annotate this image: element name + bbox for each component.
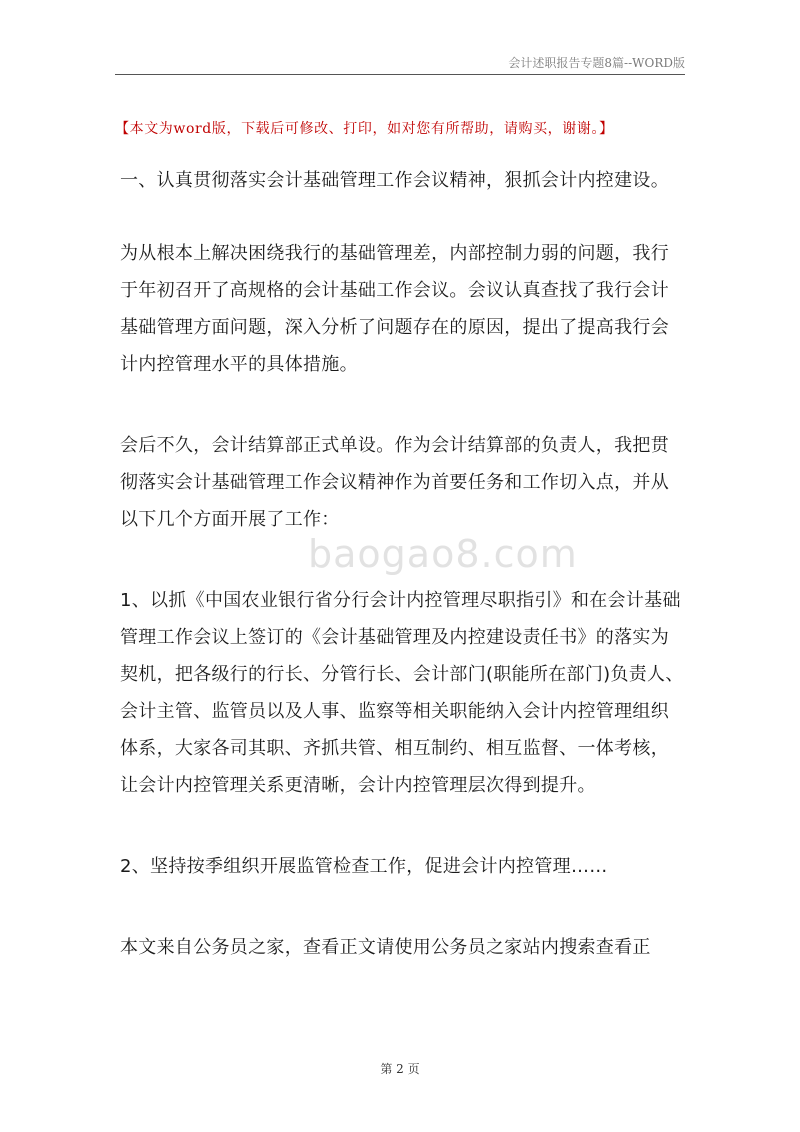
page-number: 第 2 页 xyxy=(380,1062,420,1076)
section-heading: 一、认真贯彻落实会计基础管理工作会议精神，狠抓会计内控建设。 xyxy=(120,170,669,191)
watermark: baogao8.com xyxy=(308,532,578,576)
document-title: 会计述职报告专题8篇--WORD版 xyxy=(508,56,685,70)
paragraph: 本文来自公务员之家，查看正文请使用公务员之家站内搜索查看正 xyxy=(120,937,651,958)
document-body xyxy=(120,162,686,1010)
paragraph: 1、以抓《中国农业银行省分行会计内控管理尽职指引》和在会计基础管理工作会议上签订的《会计基础管理及内控建设责任书》的落实为契机，把各级行的行长、分管行长、会计部门(职能所在部门)负责人、会计主管、监管员以及人事、监察等相关职能纳入会计内控管理组织体系，大家各司其职、齐抓共管、相互制约、相互监督、一体考核，让会计内控管理关系更清晰，会计内控管理层次得到提升。 xyxy=(120,590,684,796)
purchase-notice: 【本文为word版，下载后可修改、打印，如对您有所帮助，请购买，谢谢。】 xyxy=(115,121,614,137)
paragraph: 2、坚持按季组织开展监管检查工作，促进会计内控管理…… xyxy=(120,856,608,877)
page-header xyxy=(115,54,685,75)
paragraph: 为从根本上解决困绕我行的基础管理差，内部控制力弱的问题，我行于年初召开了高规格的会计基础工作会议。会议认真查找了我行会计基础管理方面问题，深入分析了问题存在的原因，提出了提高我行会计内控管理水平的具体措施。 xyxy=(120,243,669,375)
paragraph: 会后不久，会计结算部正式单设。作为会计结算部的负责人，我把贯彻落实会计基础管理工作会议精神作为首要任务和工作切入点，并从以下几个方面开展了工作： xyxy=(120,435,669,530)
